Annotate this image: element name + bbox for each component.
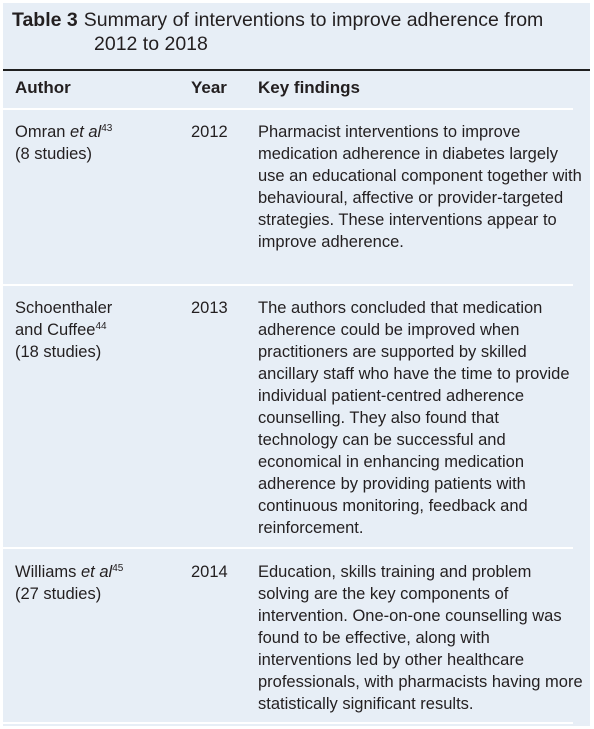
column-header-year: Year (191, 78, 227, 97)
table-label: Table 3 (12, 9, 78, 31)
row-1-author (15, 121, 180, 165)
study-count: (8 studies) (15, 145, 93, 163)
study-count: (18 studies) (15, 343, 102, 361)
reference-number: 43 (101, 123, 113, 134)
table-bottom-rule (3, 722, 573, 724)
reference-number: 44 (95, 321, 107, 332)
row-1-findings: Pharmacist interventions to improve medication adherence in diabetes largely use an educational component together with behavioural, affective or provider-targeted strategies. These interventions appear to improve adherence. (258, 123, 582, 251)
table-title-line2: 2012 to 2018 (94, 33, 208, 55)
table-caption (12, 8, 582, 56)
author-name: Omran (15, 123, 71, 141)
reference-number: 45 (112, 563, 124, 574)
author-name-continued: and Cuffee (15, 321, 96, 339)
header-top-rule (3, 69, 590, 71)
row-2-year: 2013 (191, 299, 228, 317)
row-3-author (15, 561, 180, 605)
author-etal: et al (81, 563, 113, 581)
row-1-year: 2012 (191, 123, 228, 141)
column-header-findings: Key findings (258, 78, 361, 97)
row-divider (3, 547, 573, 549)
row-3-findings: Education, skills training and problem solving are the key components of intervention. One-on-one counselling was found to be effective, along with interventions led by other healthcare professionals, with pharmacists having more statistically significant results. (258, 563, 583, 713)
row-divider (3, 284, 573, 286)
study-count: (27 studies) (15, 585, 102, 603)
column-header-author: Author (15, 78, 71, 97)
row-2-author (15, 297, 180, 363)
row-2-findings: The authors concluded that medication adherence could be improved when practitioners are supported by skilled ancillary staff who have the time to provide individual patient-centred adherence counselling. They also found that technology can be successful and economical in enhancing medication adherence by providing patients with continuous monitoring, feedback and reinforcement. (258, 299, 570, 537)
table-title-line1: Summary of interventions to improve adherence from (83, 9, 544, 31)
author-name: Williams (15, 563, 81, 581)
row-3-year: 2014 (191, 563, 228, 581)
header-bottom-rule (3, 108, 573, 110)
author-name: Schoenthaler (15, 299, 113, 317)
author-etal: et al (70, 123, 102, 141)
